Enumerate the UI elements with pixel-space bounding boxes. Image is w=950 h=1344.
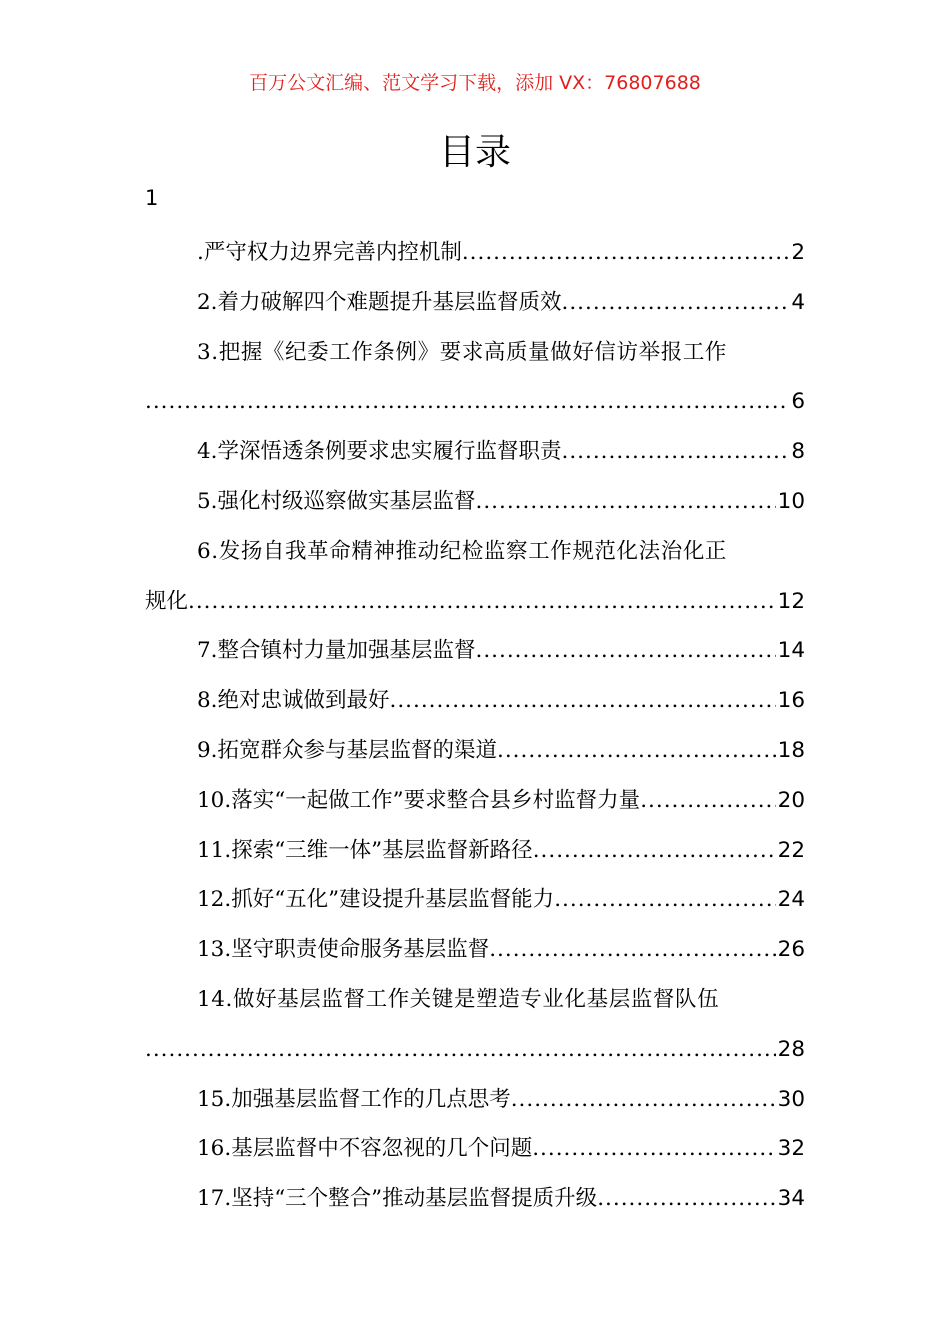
toc-entry[interactable] — [145, 626, 805, 676]
toc-entry-title: 4.学深悟透条例要求忠实履行监督职责 — [197, 439, 562, 465]
toc-entry-title: 17.坚持“三个整合”推动基层监督提质升级 — [197, 1186, 598, 1212]
dot-leader — [188, 577, 776, 627]
toc-entry-page: 32 — [777, 1136, 805, 1162]
toc-entry[interactable] — [145, 1075, 805, 1125]
toc-entry-page: 6 — [791, 389, 805, 415]
dot-leader — [533, 826, 776, 876]
toc-entry-title: 15.加强基层监督工作的几点思考 — [197, 1086, 511, 1112]
toc-entry-page: 28 — [777, 1036, 805, 1062]
toc-entry[interactable] — [145, 1174, 805, 1224]
toc-entry-page: 18 — [777, 737, 805, 763]
dot-leader — [562, 427, 790, 477]
toc-entry-page: 16 — [777, 688, 805, 714]
table-of-contents — [145, 228, 805, 1224]
toc-entry-page: 14 — [777, 638, 805, 664]
dot-leader — [489, 925, 775, 975]
toc-entry-title: 2.着力破解四个难题提升基层监督质效 — [197, 289, 562, 315]
toc-entry[interactable] — [145, 776, 805, 826]
toc-entry[interactable] — [145, 826, 805, 876]
toc-entry-title: 11.探索“三维一体”基层监督新路径 — [197, 837, 533, 863]
toc-entry-page: 4 — [791, 289, 805, 315]
toc-entry-title: 8.绝对忠诚做到最好 — [197, 688, 390, 714]
dot-leader — [532, 1124, 775, 1174]
toc-entry-title: 16.基层监督中不容忽视的几个问题 — [197, 1136, 533, 1162]
toc-entry-page: 26 — [777, 937, 805, 963]
toc-entry-title: 9.拓宽群众参与基层监督的渠道 — [197, 737, 498, 763]
toc-entry-title: 13.坚守职责使命服务基层监督 — [197, 937, 490, 963]
toc-entry[interactable] — [145, 228, 805, 278]
toc-entry[interactable] — [145, 427, 805, 477]
toc-entry-page: 10 — [777, 488, 805, 514]
watermark-header: 百万公文汇编、范文学习下载，添加 VX：76807688 — [249, 72, 701, 94]
toc-entry[interactable] — [145, 726, 805, 776]
toc-entry-title-line2: 规化 — [145, 588, 189, 614]
toc-entry-title: 10.落实“一起做工作”要求整合县乡村监督力量 — [197, 787, 641, 813]
toc-entry-title: 5.强化村级巡察做实基层监督 — [197, 488, 476, 514]
dot-leader — [497, 726, 776, 776]
dot-leader — [145, 377, 789, 427]
toc-entry-page: 12 — [777, 588, 805, 614]
toc-entry[interactable] — [145, 527, 805, 627]
toc-entry[interactable] — [145, 975, 805, 1075]
toc-entry-title-line1: 6.发扬自我革命精神推动纪检监察工作规范化法治化正 — [197, 538, 728, 564]
toc-entry[interactable] — [145, 1124, 805, 1174]
toc-entry-page: 8 — [791, 439, 805, 465]
toc-entry-page: 22 — [777, 837, 805, 863]
toc-entry-page: 20 — [777, 787, 805, 813]
toc-entry-page: 30 — [777, 1086, 805, 1112]
dot-leader — [640, 776, 775, 826]
toc-entry-title: 3.把握《纪委工作条例》要求高质量做好信访举报工作 — [197, 339, 728, 365]
toc-entry-title: .严守权力边界完善内控机制 — [197, 240, 462, 265]
dot-leader — [554, 875, 775, 925]
dot-leader — [390, 676, 776, 726]
toc-entry[interactable] — [145, 875, 805, 925]
toc-entry[interactable] — [145, 477, 805, 527]
toc-entry-page: 24 — [777, 887, 805, 913]
dot-leader — [462, 228, 789, 278]
toc-entry-page: 2 — [791, 240, 805, 265]
dot-leader — [145, 1025, 776, 1075]
toc-entry[interactable] — [145, 328, 805, 428]
dot-leader — [562, 278, 790, 328]
dot-leader — [476, 626, 776, 676]
toc-number-one: 1 — [145, 186, 159, 210]
toc-entry-title: 7.整合镇村力量加强基层监督 — [197, 638, 476, 664]
toc-entry[interactable] — [145, 278, 805, 328]
toc-entry[interactable] — [145, 676, 805, 726]
dot-leader — [597, 1174, 775, 1224]
dot-leader — [511, 1075, 776, 1125]
toc-title: 目录 — [438, 132, 511, 173]
toc-entry-title: 14.做好基层监督工作关键是塑造专业化基层监督队伍 — [197, 986, 720, 1012]
dot-leader — [476, 477, 776, 527]
toc-entry[interactable] — [145, 925, 805, 975]
toc-entry-title: 12.抓好“五化”建设提升基层监督能力 — [197, 887, 555, 913]
toc-entry-page: 34 — [777, 1186, 805, 1212]
